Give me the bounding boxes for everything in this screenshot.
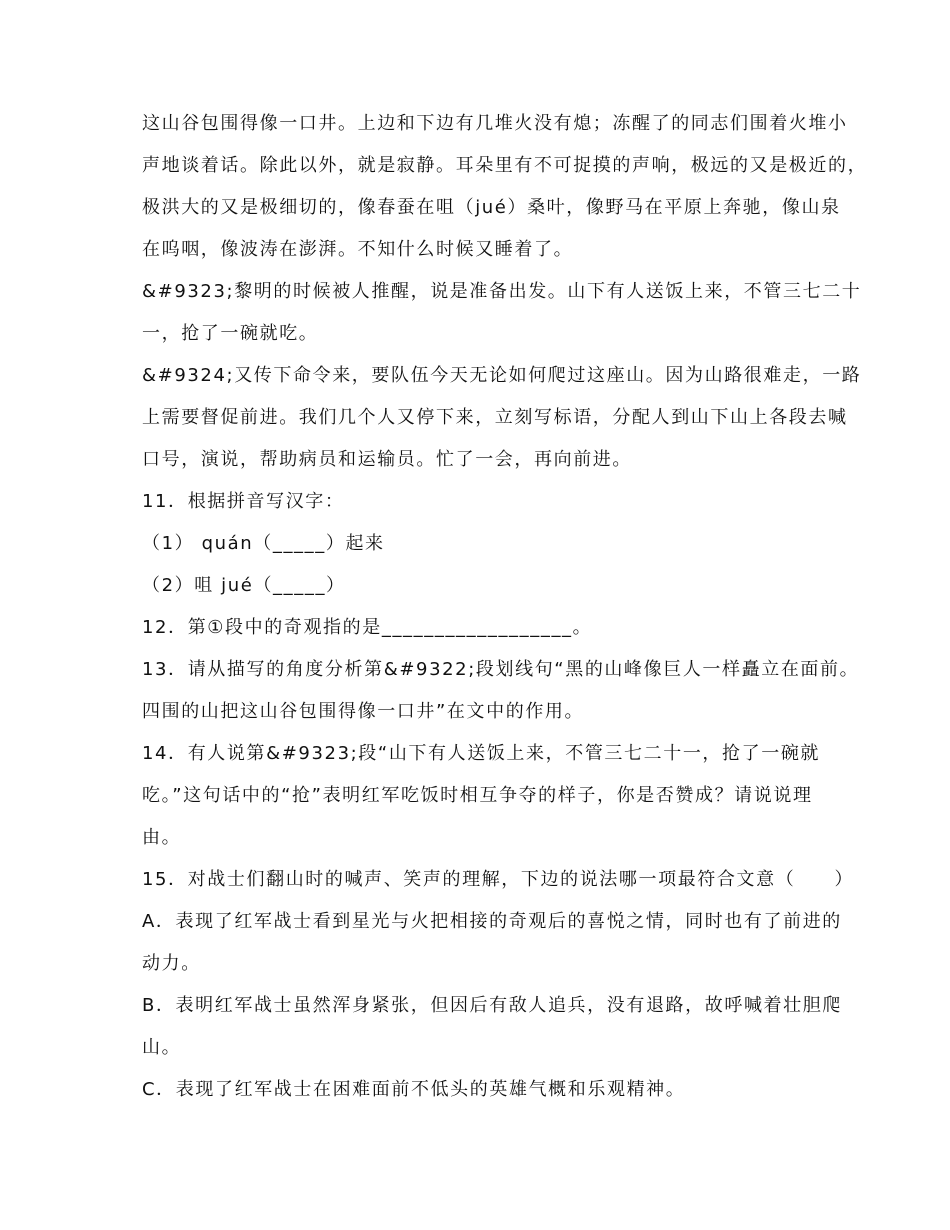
paragraph-13-line-2: 上需要督促前进。我们几个人又停下来，立刻写标语，分配人到山下山上各段去喊 xyxy=(142,407,848,428)
question-11-item-1: （1） quán（_____）起来 xyxy=(142,533,385,554)
option-b-line-2: 山。 xyxy=(142,1037,182,1058)
question-11: 11．根据拼音写汉字： xyxy=(142,491,345,512)
option-a-line-1: A．表现了红军战士看到星光与火把相接的奇观后的喜悦之情，同时也有了前进的 xyxy=(142,911,842,932)
passage-line-2: 声地谈着话。除此以外，就是寂静。耳朵里有不可捉摸的声响，极远的又是极近的， xyxy=(142,155,868,176)
passage-line-3: 极洪大的又是极细切的，像春蚕在咀（jué）桑叶，像野马在平原上奔驰，像山泉 xyxy=(142,197,841,218)
question-15: 15．对战士们翻山时的喊声、笑声的理解，下边的说法哪一项最符合文意（ ） xyxy=(142,869,855,890)
question-12: 12．第①段中的奇观指的是__________________。 xyxy=(142,617,593,638)
passage-line-4: 在呜咽，像波涛在澎湃。不知什么时候又睡着了。 xyxy=(142,239,574,260)
paragraph-12-line-1: &#9323;黎明的时候被人推醒，说是准备出发。山下有人送饭上来，不管三七二十 xyxy=(142,281,862,302)
question-13-line-2: 四围的山把这山谷包围得像一口井”在文中的作用。 xyxy=(142,701,585,722)
option-c: C．表现了红军战士在困难面前不低头的英雄气概和乐观精神。 xyxy=(142,1079,686,1100)
paragraph-13-line-3: 口号，演说，帮助病员和运输员。忙了一会，再向前进。 xyxy=(142,449,632,470)
option-b-line-1: B．表明红军战士虽然浑身紧张，但因后有敌人追兵，没有退路，故呼喊着壮胆爬 xyxy=(142,995,842,1016)
passage-line-1: 这山谷包围得像一口井。上边和下边有几堆火没有熄；冻醒了的同志们围着火堆小 xyxy=(142,113,848,134)
question-14-line-2: 吃。”这句话中的“抢”表明红军吃饭时相互争夺的样子，你是否赞成？请说说理 xyxy=(142,785,813,806)
question-14-line-1: 14．有人说第&#9323;段“山下有人送饭上来，不管三七二十一，抢了一碗就 xyxy=(142,743,821,764)
question-11-item-2: （2）咀 jué（_____） xyxy=(142,575,346,596)
paragraph-12-line-2: 一，抢了一碗就吃。 xyxy=(142,323,319,344)
question-14-line-3: 由。 xyxy=(142,827,182,848)
question-13-line-1: 13．请从描写的角度分析第&#9322;段划线句“黑的山峰像巨人一样矗立在面前。 xyxy=(142,659,860,680)
paragraph-13-line-1: &#9324;又传下命令来，要队伍今天无论如何爬过这座山。因为山路很难走，一路 xyxy=(142,365,862,386)
option-a-line-2: 动力。 xyxy=(142,953,201,974)
